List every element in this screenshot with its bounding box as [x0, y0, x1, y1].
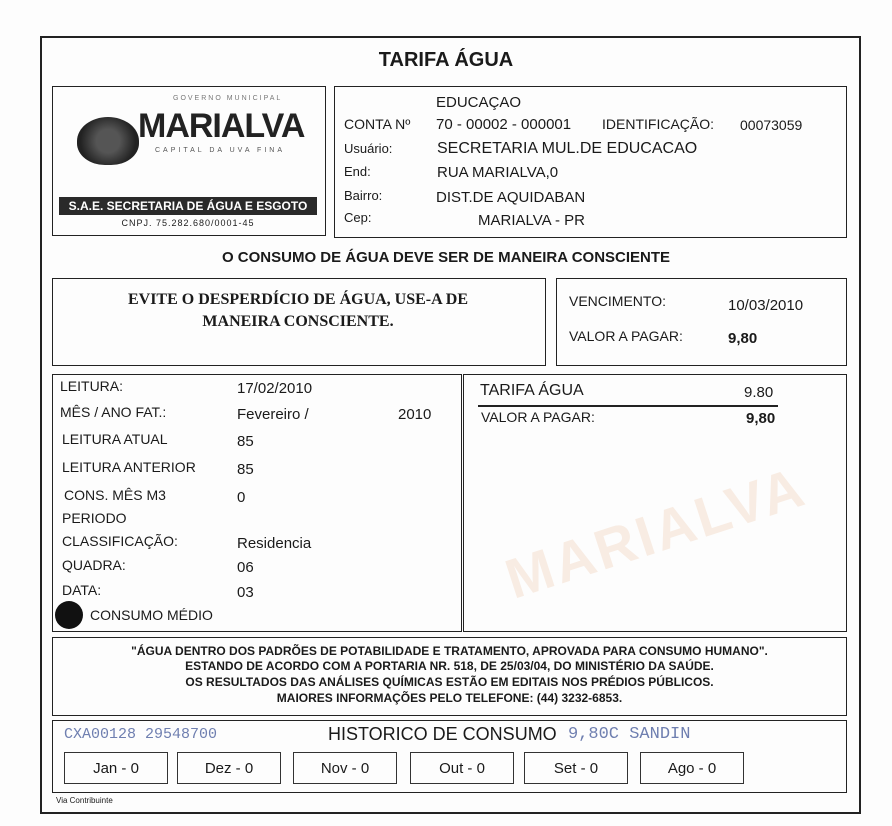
logo-box: [52, 86, 326, 236]
reading-label: PERIODO: [62, 510, 127, 526]
account-box: [334, 86, 847, 238]
account-group: EDUCAÇAO: [436, 94, 522, 111]
reading-label: LEITURA:: [60, 378, 124, 394]
history-month: Ago - 0: [640, 752, 744, 784]
notice-line: OS RESULTADOS DAS ANÁLISES QUÍMICAS ESTÃO EM EDITAIS NOS PRÉDIOS PÚBLICOS.: [185, 675, 714, 689]
end-value: RUA MARIALVA,0: [437, 164, 559, 181]
due-box: [556, 278, 847, 366]
tariff-item-value: 9.80: [744, 384, 774, 401]
conta-value: 70 - 00002 - 000001: [436, 116, 572, 133]
notice-line: "ÁGUA DENTRO DOS PADRÕES DE POTABILIDADE E TRATAMENTO, APROVADA PARA CONSUMO HUMANO".: [131, 644, 768, 658]
advice-text: EVITE O DESPERDÍCIO DE ÁGUA, USE-A DE MANEIRA CONSCIENTE.: [127, 291, 469, 330]
valor-label: VALOR A PAGAR:: [569, 328, 683, 344]
tariff-item-label: TARIFA ÁGUA: [480, 382, 584, 399]
slogan: O CONSUMO DE ÁGUA DEVE SER DE MANEIRA CONSCIENTE: [221, 249, 671, 266]
history-month: Out - 0: [410, 752, 514, 784]
grapes-icon: [77, 117, 139, 165]
reading-value: 85: [237, 433, 254, 450]
logo-banner: S.A.E. SECRETARIA DE ÁGUA E ESGOTO: [59, 197, 317, 215]
stamp-right: 9,80C SANDIN: [568, 725, 691, 744]
id-value: 00073059: [740, 117, 803, 133]
history-month: Jan - 0: [64, 752, 168, 784]
tariff-total-label: VALOR A PAGAR:: [481, 409, 595, 425]
valor-value: 9,80: [728, 330, 758, 347]
logo-top-text: GOVERNO MUNICIPAL: [173, 95, 283, 102]
notice-line: ESTANDO DE ACORDO COM A PORTARIA NR. 518, DE 25/03/04, DO MINISTÉRIO DA SAÚDE.: [185, 659, 714, 673]
cep-label: Cep:: [344, 210, 372, 225]
tariff-total-value: 9,80: [746, 410, 776, 427]
reading-label: QUADRA:: [62, 557, 126, 573]
history-month: Set - 0: [524, 752, 628, 784]
end-label: End:: [344, 164, 371, 179]
reading-value: 85: [237, 461, 254, 478]
reading-year: 2010: [398, 406, 432, 423]
reading-label: MÊS / ANO FAT.:: [60, 404, 167, 420]
logo-name: MARIALVA: [138, 107, 305, 145]
divider: [478, 405, 778, 407]
history-month: Nov - 0: [293, 752, 397, 784]
vencimento-value: 10/03/2010: [728, 297, 804, 314]
footer-note: Via Contribuinte: [56, 796, 113, 805]
punch-hole: [55, 601, 83, 629]
advice-box: [52, 278, 546, 366]
reading-value: 17/02/2010: [237, 380, 313, 397]
reading-value: 0: [237, 489, 246, 506]
bairro-value: DIST.DE AQUIDABAN: [436, 189, 586, 206]
reading-label: CONS. MÊS M3: [64, 487, 166, 503]
reading-value: 06: [237, 559, 254, 576]
stamp-left: CXA00128 29548700: [64, 726, 218, 743]
usuario-label: Usuário:: [344, 141, 393, 156]
watermark: MARIALVA: [497, 454, 814, 611]
id-label: IDENTIFICAÇÃO:: [602, 116, 715, 132]
reading-label: CLASSIFICAÇÃO:: [62, 533, 178, 549]
bairro-label: Bairro:: [344, 188, 383, 203]
reading-label: CONSUMO MÉDIO: [90, 607, 213, 623]
vencimento-label: VENCIMENTO:: [569, 293, 666, 309]
logo-subtitle: CAPITAL DA UVA FINA: [155, 147, 286, 154]
reading-label: DATA:: [62, 582, 102, 598]
reading-value: 03: [237, 584, 254, 601]
history-month: Dez - 0: [177, 752, 281, 784]
reading-label: LEITURA ANTERIOR: [62, 459, 196, 475]
reading-value: Fevereiro /: [237, 406, 309, 423]
history-title: HISTORICO DE CONSUMO: [328, 724, 557, 744]
reading-value: Residencia: [237, 535, 312, 552]
conta-label: CONTA Nº: [344, 116, 411, 132]
page-title: TARIFA ÁGUA: [378, 49, 514, 71]
cep-value: MARIALVA - PR: [478, 212, 585, 229]
usuario-value: SECRETARIA MUL.DE EDUCACAO: [437, 140, 698, 157]
reading-label: LEITURA ATUAL: [62, 431, 168, 447]
cnpj: CNPJ. 75.282.680/0001-45: [121, 218, 255, 228]
notice-line: MAIORES INFORMAÇÕES PELO TELEFONE: (44) 3232-6853.: [276, 691, 623, 705]
